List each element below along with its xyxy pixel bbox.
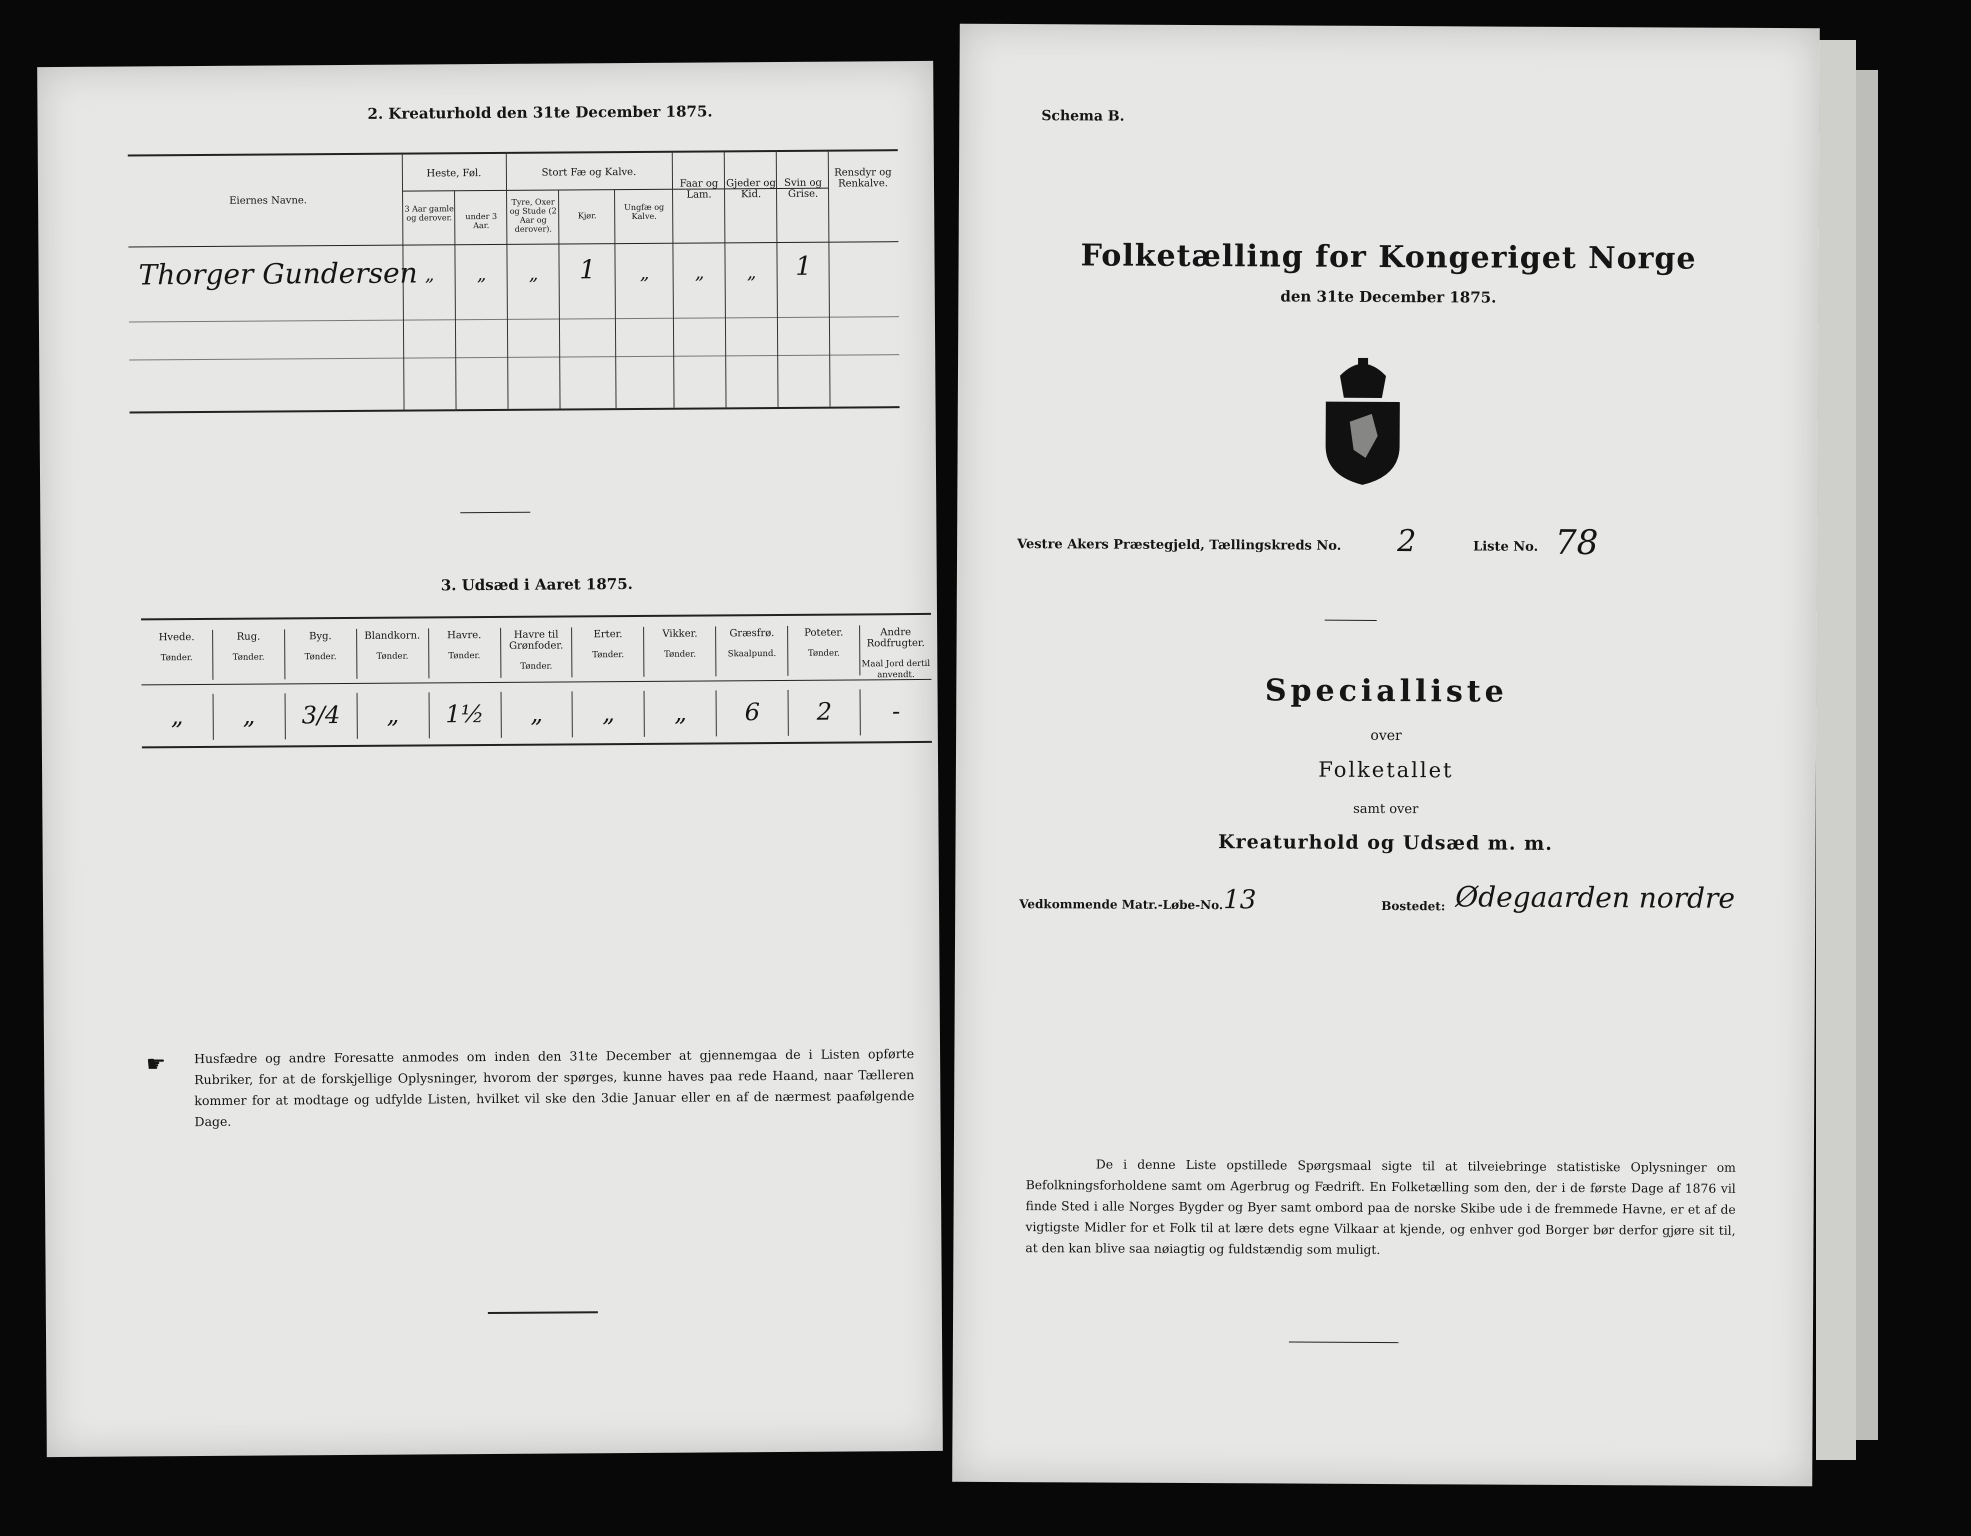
crop-header-cell — [572, 627, 644, 678]
value-cattle-c: „ — [639, 262, 650, 284]
crop-name: Andre Rodfrugter. — [866, 627, 925, 650]
value-horses-b: „ — [476, 264, 487, 286]
header-cattle: Stort Fæ og Kalve. — [541, 166, 637, 179]
list-label: Liste No. — [1473, 539, 1539, 555]
crop-header-cell — [715, 626, 787, 677]
specialliste-heading: Specialliste — [1264, 673, 1508, 710]
crop-unit: Tønder. — [807, 648, 840, 659]
divider — [1289, 1341, 1399, 1343]
crop-header-cell — [643, 626, 715, 677]
crop-value: 2 — [788, 689, 860, 736]
kreaturhold-heading: Kreaturhold og Udsæd m. m. — [1218, 831, 1553, 855]
crop-name: Poteter. — [804, 627, 844, 639]
schema-label: Schema B. — [1041, 108, 1125, 125]
folketallet-heading: Folketallet — [1318, 757, 1454, 783]
section2-title: 2. Kreaturhold den 31te December 1875. — [367, 102, 713, 123]
value-cattle-a: „ — [528, 263, 539, 285]
notice-text: Husfædre og andre Foresatte anmodes om inden den 31te December at gjennemgaa de i Listen opførte Rubriker, for at de forskjellige Oplysninger, hvorom der spørges, kunne haves paa rede Haand, naar Tælleren kommer for at modtage og udfylde Listen, hvilket vil ske den 3die Januar eller en af de nærmest paafølgende Dage. — [194, 1046, 915, 1130]
crop-unit: Tønder. — [232, 652, 265, 663]
coat-of-arms-icon — [1319, 358, 1406, 486]
crop-value: „ — [170, 702, 184, 731]
crop-name: Vikker. — [662, 628, 698, 640]
header-cattle-a: Tyre, Oxer og Stude (2 Aar og derover). — [509, 197, 557, 234]
matr-label: Vedkommende Matr.-Løbe-No. — [1019, 897, 1224, 913]
district-label: Vestre Akers Præstegjeld, Tællingskreds No. — [1017, 537, 1342, 554]
crop-name: Græsfrø. — [729, 628, 775, 640]
crop-unit: Maal Jord dertil anvendt. — [861, 658, 931, 681]
crop-header-cell — [859, 625, 931, 681]
crop-unit: Skaalpund. — [727, 648, 777, 660]
crop-unit: Tønder. — [592, 650, 625, 661]
crop-header-cell — [500, 627, 572, 678]
crop-header-cell — [141, 630, 212, 680]
pointing-hand-icon: ☛ — [146, 1052, 166, 1078]
header-goats: Gjeder og Kid. — [726, 177, 776, 201]
crop-unit: Tønder. — [304, 652, 337, 663]
header-pigs: Svin og Grise. — [784, 177, 822, 200]
table-rule — [130, 406, 900, 413]
crop-unit: Tønder. — [664, 649, 697, 660]
crop-header-cell — [284, 629, 356, 680]
crop-value: „ — [644, 690, 716, 737]
table-rule — [128, 149, 898, 156]
crop-name: Blandkorn. — [364, 630, 421, 642]
crop-name: Rug. — [236, 631, 261, 643]
header-horses: Heste, Føl. — [426, 168, 482, 180]
crop-value: „ — [572, 691, 644, 738]
value-pigs: 1 — [795, 251, 812, 282]
right-page — [952, 24, 1820, 1486]
header-cattle-b: Kjør. — [577, 211, 597, 221]
form-title: Folketælling for Kongeriget Norge — [1080, 238, 1697, 277]
value-goats: „ — [746, 262, 757, 284]
explanation-paragraph: De i denne Liste opstillede Spørgsmaal sigte til at tilveiebringe statistiske Oplysninger om Befolkningsforholdene samt om Agerbrug og Fædrift. En Folketælling som den, der i de første Dage af 1876 vil finde Sted i alle Norges Bygder og Byer samt ombord paa de norske Skibe ude i de fremmede Havne, er et af de vigtigste Midler for et Folk til at lære dets egne Vilkaar at kjende, og enhver god Borger bør derfor gjøre sit til, at den kan blive saa nøiagtig og fuldstændig som muligt. — [1025, 1157, 1736, 1257]
samt-over-label: samt over — [1353, 801, 1419, 818]
table-rule — [129, 316, 899, 322]
crop-header-cell — [212, 629, 284, 680]
section3-title: 3. Udsæd i Aaret 1875. — [440, 574, 633, 595]
crop-value: 6 — [716, 690, 788, 737]
header-sheep: Faar og Lam. — [679, 178, 719, 201]
crop-name: Byg. — [309, 631, 332, 643]
district-number: 2 — [1397, 524, 1417, 560]
table-rule — [129, 354, 899, 360]
header-owner: Eiernes Navne. — [229, 195, 308, 207]
table-rule — [128, 241, 898, 247]
crop-header-cell — [787, 625, 859, 676]
table-rule — [141, 679, 931, 686]
crop-unit: Tønder. — [160, 653, 193, 664]
over-label: over — [1370, 727, 1402, 745]
crop-unit: Tønder. — [520, 661, 553, 672]
matr-number: 13 — [1223, 885, 1257, 916]
header-horses-b: under 3 Aar. — [465, 211, 498, 231]
crop-header-row — [141, 625, 931, 681]
crop-header-cell — [356, 628, 428, 679]
crop-value: - — [860, 689, 932, 736]
crop-name: Hvede. — [158, 632, 195, 644]
divider — [488, 1311, 598, 1314]
value-cattle-b: 1 — [579, 255, 596, 286]
crop-value: 3/4 — [284, 693, 356, 740]
left-page — [37, 61, 943, 1457]
divider — [460, 512, 530, 513]
divider — [1325, 620, 1377, 621]
bostedet-label: Bostedet: — [1381, 898, 1446, 914]
crop-unit: Tønder. — [448, 651, 481, 662]
crop-value: „ — [212, 693, 284, 740]
header-reindeer: Rensdyr og Renkalve. — [834, 167, 892, 190]
page-stack-edge — [1816, 40, 1856, 1460]
owner-name: Thorger Gundersen — [138, 256, 418, 292]
crop-value: „ — [500, 691, 572, 738]
col-divider — [558, 190, 561, 409]
crop-name: Havre til Grønfoder. — [509, 629, 564, 652]
crop-unit: Tønder. — [376, 651, 409, 662]
col-divider — [614, 189, 617, 408]
header-horses-a: 3 Aar gamle og derover. — [404, 204, 454, 223]
bostedet-value: Ødegaarden nordre — [1455, 880, 1736, 915]
crop-value: 1½ — [428, 692, 500, 739]
page-stack-edge — [1856, 70, 1878, 1440]
header-cattle-c: Ungfæ og Kalve. — [624, 202, 665, 221]
value-sheep: „ — [694, 262, 705, 284]
table-rule — [141, 613, 931, 621]
value-horses-a: „ — [424, 264, 435, 286]
crop-value: „ — [356, 692, 428, 739]
list-number: 78 — [1555, 522, 1599, 564]
crop-header-cell — [428, 628, 500, 679]
crop-name: Havre. — [447, 630, 482, 642]
table-rule — [142, 741, 932, 749]
crop-name: Erter. — [593, 629, 623, 641]
crop-value-row — [142, 689, 932, 741]
census-date: den 31te December 1875. — [1280, 287, 1497, 307]
